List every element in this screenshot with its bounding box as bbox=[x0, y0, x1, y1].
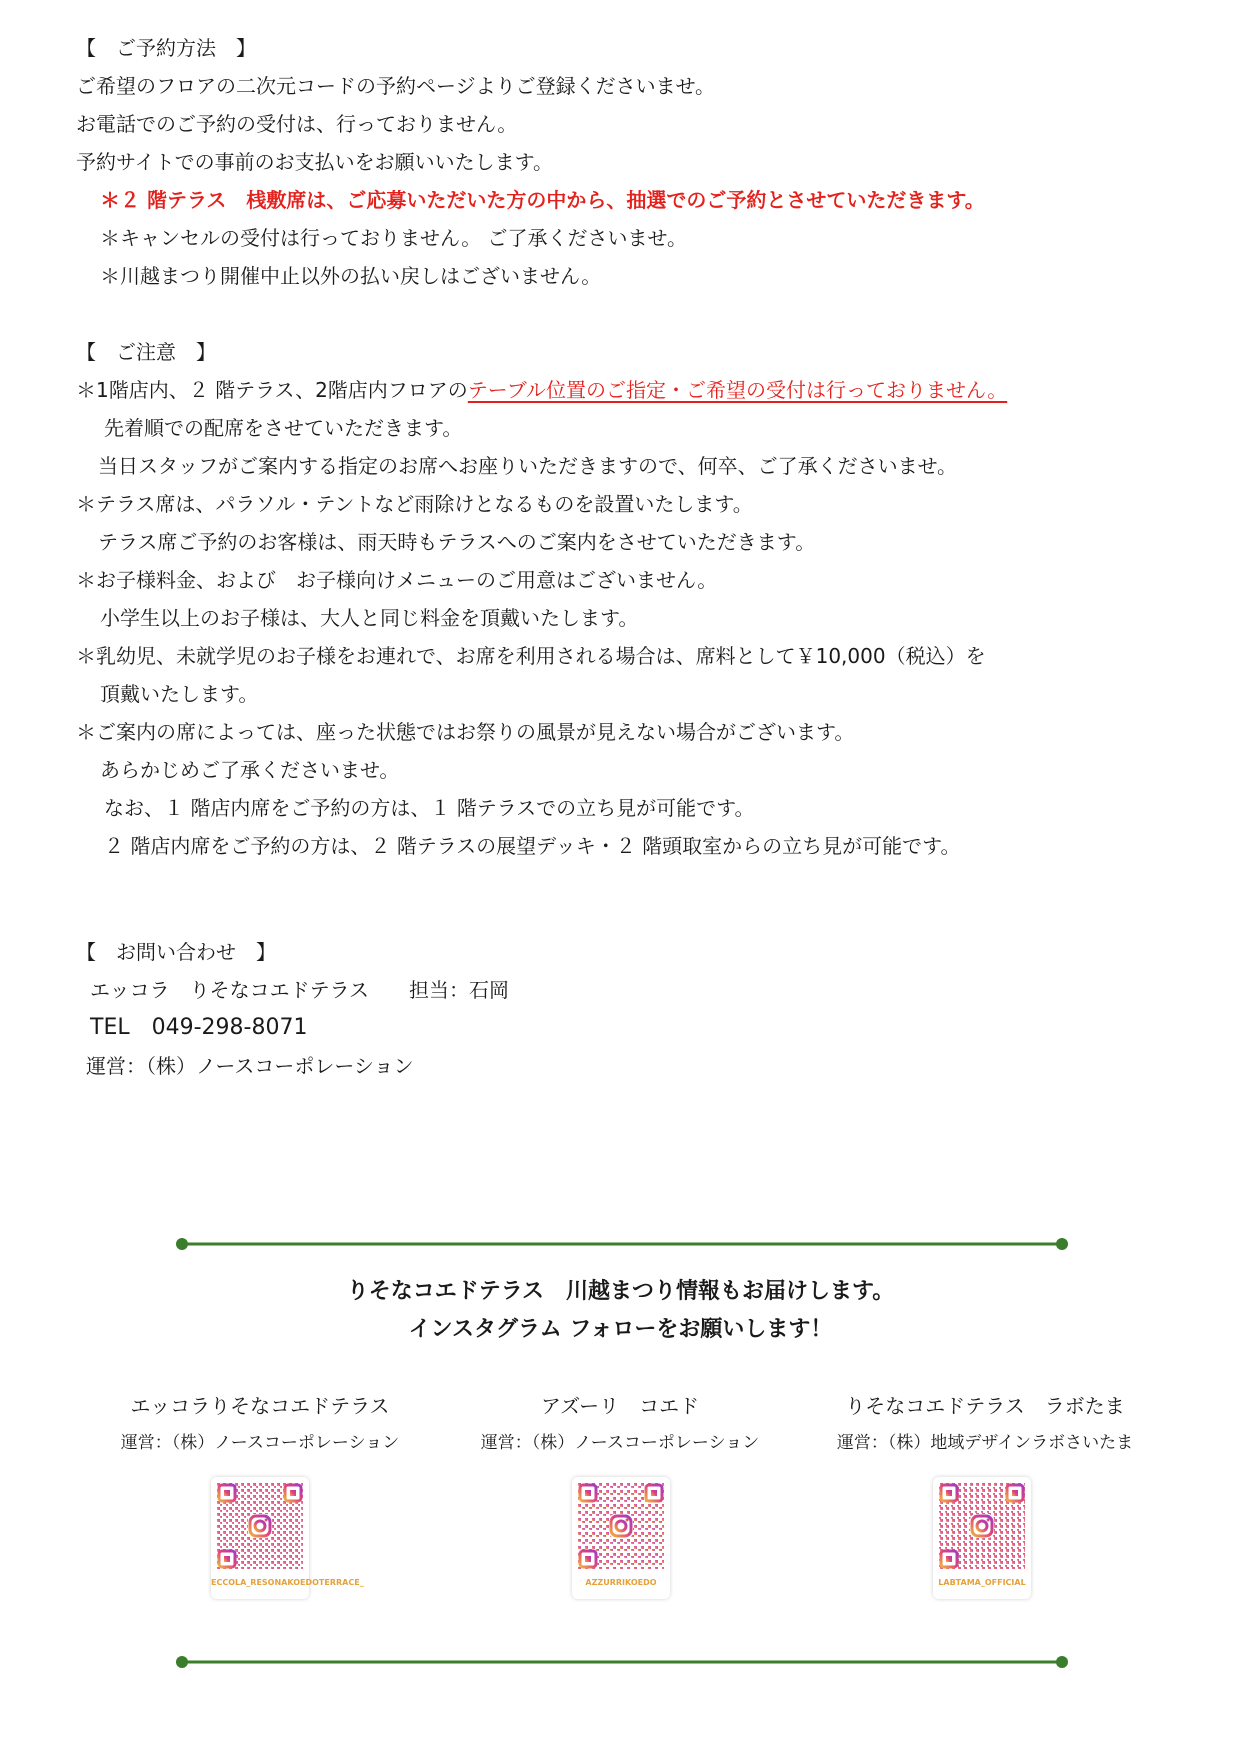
caution-heading: 【 ご注意 】 bbox=[76, 340, 216, 364]
caution-line: 先着順での配席をさせていただきます。 bbox=[104, 416, 463, 440]
contact-operator: 運営：（株）ノースコーポレーション bbox=[86, 1054, 414, 1078]
caution-line-prefix: ＊1階店内、２ 階テラス、2階店内フロアの bbox=[76, 378, 468, 402]
promo-line: りそなコエドテラス 川越まつり情報もお届けします。 bbox=[346, 1279, 895, 1304]
caution-line: あらかじめご了承くださいませ。 bbox=[100, 758, 400, 782]
caution-line: ２ 階店内席をご予約の方は、２ 階テラスの展望デッキ・２ 階頭取室からの立ち見が可能です。 bbox=[104, 834, 961, 858]
instagram-qr-code-icon bbox=[217, 1483, 303, 1569]
instagram-qr-code-icon bbox=[939, 1483, 1025, 1569]
instagram-qr-card[interactable] bbox=[933, 1477, 1031, 1599]
account-name: りそなコエドテラス ラボたま bbox=[845, 1394, 1125, 1418]
reservation-heading: 【 ご予約方法 】 bbox=[76, 36, 256, 60]
contact-name: エッコラ りそなコエドテラス 担当：石岡 bbox=[90, 978, 509, 1002]
promo-line: インスタグラム フォローをお願いします！ bbox=[408, 1317, 833, 1342]
instagram-qr-code-icon bbox=[578, 1483, 664, 1569]
reservation-line: ご希望のフロアの二次元コードの予約ページよりご登録くださいませ。 bbox=[76, 74, 715, 98]
account-name: アズーリ コエド bbox=[540, 1394, 700, 1418]
caution-line: ＊ご案内の席によっては、座った状態ではお祭りの風景が見えない場合がございます。 bbox=[76, 720, 855, 744]
account-operator: 運営：（株）地域デザインラボさいたま bbox=[836, 1433, 1134, 1453]
instagram-qr-card[interactable] bbox=[572, 1477, 670, 1599]
caution-underlined-notice: テーブル位置のご指定・ご希望の受付は行っておりません。 bbox=[467, 378, 1008, 402]
top-divider bbox=[176, 1237, 1068, 1251]
caution-line: ＊乳幼児、未就学児のお子様をお連れで、お席を利用される場合は、席料として￥10,000（税込）を bbox=[76, 644, 986, 668]
instagram-handle: ECCOLA_RESONAKOEDOTERRACE_ bbox=[211, 1578, 364, 1587]
contact-heading: 【 お問い合わせ 】 bbox=[76, 940, 276, 964]
reservation-line: お電話でのご予約の受付は、行っておりません。 bbox=[76, 112, 518, 136]
instagram-qr-card[interactable] bbox=[211, 1477, 364, 1599]
account-operator: 運営：（株）ノースコーポレーション bbox=[120, 1433, 400, 1453]
contact-tel: TEL 049-298-8071 bbox=[90, 1015, 308, 1040]
reservation-line: 予約サイトでの事前のお支払いをお願いいたします。 bbox=[76, 150, 553, 174]
instagram-handle: AZZURRIKOEDO bbox=[585, 1578, 657, 1587]
instagram-handle: LABTAMA_OFFICIAL bbox=[938, 1578, 1026, 1587]
caution-line: ＊テラス席は、パラソル・テントなど雨除けとなるものを設置いたします。 bbox=[76, 492, 753, 516]
caution-line: 当日スタッフがご案内する指定のお席へお座りいただきますので、何卒、ご了承くださいませ。 bbox=[98, 454, 957, 478]
caution-line: なお、１ 階店内席をご予約の方は、１ 階テラスでの立ち見が可能です。 bbox=[104, 796, 755, 820]
caution-line bbox=[76, 378, 1007, 402]
caution-line: ＊お子様料金、および お子様向けメニューのご用意はございません。 bbox=[76, 568, 718, 592]
reservation-note: ＊キャンセルの受付は行っておりません。 ご了承くださいませ。 bbox=[100, 226, 687, 250]
caution-line: 小学生以上のお子様は、大人と同じ料金を頂戴いたします。 bbox=[100, 606, 639, 630]
caution-line: テラス席ご予約のお客様は、雨天時もテラスへのご案内をさせていただきます。 bbox=[98, 530, 816, 554]
reservation-highlight: ＊２ 階テラス 桟敷席は、ご応募いただいた方の中から、抽選でのご予約とさせていただきます。 bbox=[100, 188, 985, 212]
account-name: エッコラりそなコエドテラス bbox=[130, 1394, 390, 1418]
account-operator: 運営：（株）ノースコーポレーション bbox=[480, 1433, 760, 1453]
bottom-divider bbox=[176, 1655, 1068, 1669]
reservation-note: ＊川越まつり開催中止以外の払い戻しはございません。 bbox=[100, 264, 602, 288]
caution-line: 頂戴いたします。 bbox=[100, 682, 259, 706]
